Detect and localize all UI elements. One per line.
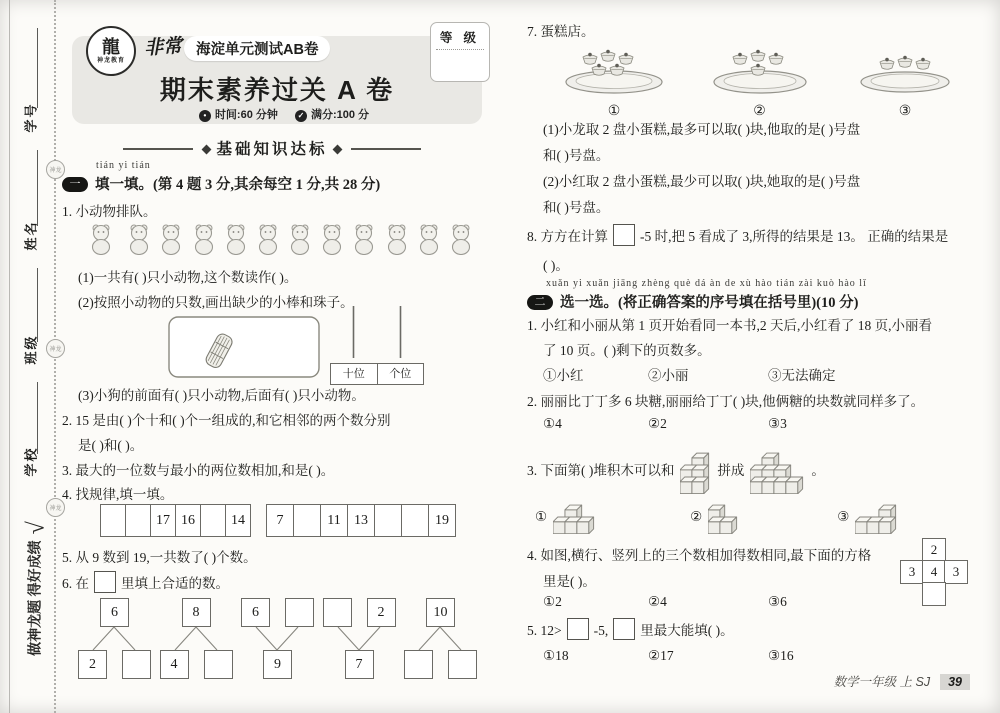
animal-icon bbox=[416, 221, 442, 255]
cube-figure-target bbox=[750, 448, 805, 494]
header-card bbox=[72, 36, 482, 124]
answer-box bbox=[567, 618, 589, 640]
slogan bbox=[24, 494, 51, 684]
plate-label: ① bbox=[607, 104, 621, 119]
number-bond: 6 2 bbox=[76, 598, 152, 682]
page-footer bbox=[680, 672, 970, 690]
animal-icon bbox=[287, 221, 313, 255]
brand-script: 非常 bbox=[143, 35, 183, 60]
cube-option-1 bbox=[553, 500, 596, 534]
q7-sub2-line2: 和( )号盘。 bbox=[543, 200, 610, 215]
option: ③6 bbox=[768, 594, 787, 609]
option: ③16 bbox=[768, 648, 794, 663]
q2-line1: 2. 15 是由( )个十和( )个一组成的,和它相邻的两个数分别 bbox=[62, 413, 391, 428]
check-icon: ✓ bbox=[295, 110, 307, 122]
option: ①18 bbox=[543, 648, 569, 663]
cube-figure-given bbox=[680, 448, 711, 494]
animal-icon bbox=[88, 221, 114, 255]
p2-q4-line2: 里是( )。 bbox=[543, 574, 596, 589]
animal-icon bbox=[158, 221, 184, 255]
option-label: ① bbox=[535, 509, 548, 524]
animal-icon bbox=[255, 221, 281, 255]
number-strip-1 bbox=[100, 504, 251, 541]
p2-q2-options bbox=[543, 416, 787, 432]
brand-glyph: 龍 bbox=[102, 37, 120, 57]
part1-title: 填一填。(第 4 题 3 分,其余每空 1 分,共 28 分) bbox=[95, 177, 381, 193]
p2-q3-options bbox=[535, 500, 904, 534]
animal-row bbox=[82, 221, 474, 255]
section-banner bbox=[62, 137, 482, 159]
option: ②4 bbox=[648, 594, 667, 609]
plate-icon bbox=[708, 40, 812, 96]
footer-text: 数学一年级 上 SJ bbox=[833, 675, 931, 689]
banner-diamond-icon bbox=[202, 145, 212, 155]
q8-line2: ( )。 bbox=[543, 258, 569, 273]
p2-q3-end: 。 bbox=[811, 463, 825, 478]
p2-q5-pre: 5. 12> bbox=[527, 623, 562, 638]
p2-q1-line1: 1. 小红和小丽从第 1 页开始看同一本书,2 天后,小红看了 18 页,小丽看 bbox=[527, 318, 932, 333]
strip-cell bbox=[125, 505, 150, 536]
option: ②2 bbox=[648, 416, 667, 431]
p2-q1-line2: 了 10 页。( )剩下的页数多。 bbox=[543, 343, 711, 358]
part2-pinyin: xuǎn yi xuǎn jiāng zhèng què dá àn de xù hào tián zài kuò hào lǐ bbox=[546, 278, 867, 289]
p2-q5-post: 里最大能填( )。 bbox=[640, 623, 734, 638]
grid-cell: 3 bbox=[944, 560, 968, 584]
slogan-text: 做神龙题 得好成绩 bbox=[28, 540, 44, 656]
q4-text: 4. 找规律,填一填。 bbox=[62, 487, 174, 502]
p2-q4-options bbox=[543, 594, 787, 610]
q2-line2: 是( )和( )。 bbox=[78, 438, 144, 453]
grade-label: 等 级 bbox=[436, 28, 484, 50]
answer-box bbox=[613, 224, 635, 246]
option: ①2 bbox=[543, 594, 562, 609]
p2-q5-line bbox=[527, 618, 734, 643]
page-title: 期末素养过关 A 卷 bbox=[159, 75, 395, 105]
tens-label: 十位 bbox=[331, 364, 378, 384]
series-pill: 海淀单元测试AB卷 bbox=[184, 36, 330, 61]
checkmark-icon: √ bbox=[23, 521, 50, 535]
p2-q3-pre: 3. 下面第( )堆积木可以和 bbox=[527, 463, 675, 478]
part1-number-pill: 一 bbox=[62, 177, 88, 192]
seal-stamp-icon: 神龙 bbox=[46, 498, 65, 517]
part2-header bbox=[527, 291, 858, 312]
option: ①小红 bbox=[543, 368, 584, 383]
score-label: 满分:100 分 bbox=[310, 109, 370, 121]
q8-pre: 8. 方方在计算 bbox=[527, 229, 608, 244]
q1-sub3: (3)小狗的前面有( )只小动物,后面有( )只小动物。 bbox=[78, 388, 365, 403]
cake-plate-2 bbox=[708, 40, 812, 120]
strip-cell: 16 bbox=[175, 505, 200, 536]
q6-text bbox=[62, 571, 229, 596]
q6-pre: 6. 在 bbox=[62, 576, 89, 591]
strip-cell bbox=[401, 505, 428, 536]
banner-line bbox=[123, 148, 193, 150]
strip-cell: 19 bbox=[428, 505, 455, 536]
plate-icon bbox=[853, 40, 957, 96]
q8-line1 bbox=[527, 224, 948, 249]
name-label: 姓名 bbox=[23, 220, 39, 251]
animal-icon bbox=[223, 221, 249, 255]
class-label: 班级 bbox=[23, 334, 39, 365]
p2-q2-text: 2. 丽丽比丁丁多 6 块糖,丽丽给丁丁( )块,他俩糖的块数就同样多了。 bbox=[527, 394, 925, 409]
student-id-label: 学号 bbox=[23, 102, 39, 133]
option-label: ② bbox=[690, 509, 703, 524]
abacus-rods bbox=[330, 306, 424, 358]
p2-q1-options bbox=[543, 364, 836, 384]
cake-plates bbox=[562, 40, 957, 120]
strip-cell: 11 bbox=[320, 505, 347, 536]
banner-line bbox=[351, 148, 421, 150]
part1-pinyin: tián yi tián bbox=[96, 160, 151, 171]
banner-diamond-icon bbox=[332, 145, 342, 155]
q3-text: 3. 最大的一位数与最小的两位数相加,和是( )。 bbox=[62, 463, 335, 478]
grid-cell: 3 bbox=[900, 560, 924, 584]
strip-cell bbox=[374, 505, 401, 536]
number-bond: 2 7 bbox=[321, 598, 397, 682]
strip-cell: 17 bbox=[150, 505, 175, 536]
option: ②17 bbox=[648, 648, 674, 663]
q8-mid: -5 时,把 5 看成了 3,所得的结果是 13。 正确的结果是 bbox=[640, 229, 949, 244]
time-label: 时间:60 分钟 bbox=[214, 109, 278, 121]
seal-stamp-icon: 神龙 bbox=[46, 160, 65, 179]
animal-icon bbox=[191, 221, 217, 255]
grade-box bbox=[430, 22, 490, 82]
number-bond: 8 4 bbox=[158, 598, 234, 682]
cube-option-3 bbox=[855, 500, 898, 534]
cake-plate-1 bbox=[562, 40, 666, 120]
answer-box bbox=[94, 571, 116, 593]
option: ①4 bbox=[543, 416, 562, 431]
q7-text: 7. 蛋糕店。 bbox=[527, 24, 595, 39]
plate-icon bbox=[562, 40, 666, 96]
option: ③3 bbox=[768, 416, 787, 431]
p2-q3-mid: 拼成 bbox=[717, 463, 745, 478]
p2-q3-line bbox=[527, 448, 825, 494]
sticks-box bbox=[168, 316, 320, 383]
footer-page-number: 39 bbox=[940, 674, 970, 690]
animal-icon bbox=[384, 221, 410, 255]
q7-sub2-line1: (2)小红取 2 盘小蛋糕,最少可以取( )块,她取的是( )号盘 bbox=[543, 174, 861, 189]
grid-cell bbox=[922, 582, 946, 606]
strip-cell bbox=[101, 505, 125, 536]
number-bond: 10 bbox=[402, 598, 478, 682]
ones-label: 个位 bbox=[389, 368, 412, 380]
q5-text: 5. 从 9 数到 19,一共数了( )个数。 bbox=[62, 550, 257, 565]
animal-icon bbox=[126, 221, 152, 255]
q1-text: 1. 小动物排队。 bbox=[62, 204, 157, 219]
q6-post: 里填上合适的数。 bbox=[121, 576, 229, 591]
p2-q5-mid: -5, bbox=[593, 623, 609, 638]
animal-icon bbox=[448, 221, 474, 255]
section-banner-text: 基础知识达标 bbox=[216, 141, 328, 158]
number-strip-2 bbox=[266, 504, 456, 537]
school-label: 学校 bbox=[23, 446, 39, 477]
q1-sub1: (1)一共有( )只小动物,这个数读作( )。 bbox=[78, 270, 298, 285]
seal-stamp-icon: 神龙 bbox=[46, 339, 65, 358]
animal-icon bbox=[319, 221, 345, 255]
q7-sub1-line2: 和( )号盘。 bbox=[543, 148, 610, 163]
p2-q5-options bbox=[543, 648, 794, 664]
grid-cell: 2 bbox=[922, 538, 946, 562]
strip-cell bbox=[200, 505, 225, 536]
brand-badge bbox=[86, 26, 136, 76]
clock-icon: • bbox=[199, 110, 211, 122]
strip-cell: 13 bbox=[347, 505, 374, 536]
plate-label: ③ bbox=[898, 104, 912, 119]
answer-box bbox=[613, 618, 635, 640]
exam-meta bbox=[72, 106, 482, 122]
option: ②小丽 bbox=[648, 368, 689, 383]
strip-cell bbox=[293, 505, 320, 536]
cube-option-2 bbox=[708, 500, 739, 534]
option-label: ③ bbox=[837, 509, 850, 524]
p2-q4-line1: 4. 如图,横行、竖列上的三个数相加得数相同,最下面的方格 bbox=[527, 548, 872, 563]
number-bond: 6 9 bbox=[239, 598, 315, 682]
brand-name: 神龙教育 bbox=[96, 58, 125, 64]
cake-plate-3 bbox=[853, 40, 957, 120]
part2-title: 选一选。(将正确答案的序号填在括号里)(10 分) bbox=[560, 295, 859, 311]
q7-sub1-line1: (1)小龙取 2 盘小蛋糕,最多可以取( )块,他取的是( )号盘 bbox=[543, 122, 861, 137]
q1-sub2: (2)按照小动物的只数,画出缺少的小棒和珠子。 bbox=[78, 295, 354, 310]
option: ③无法确定 bbox=[768, 368, 836, 383]
part2-number-pill: 二 bbox=[527, 295, 553, 310]
place-value-chart bbox=[330, 306, 424, 385]
plate-label: ② bbox=[753, 104, 766, 119]
number-bond-row bbox=[76, 598, 478, 682]
magic-cross-grid bbox=[900, 538, 969, 607]
animal-icon bbox=[351, 221, 377, 255]
strip-cell: 7 bbox=[276, 513, 284, 528]
strip-cell: 14 bbox=[225, 505, 250, 536]
grid-cell: 4 bbox=[922, 560, 946, 584]
part1-header bbox=[62, 173, 380, 194]
